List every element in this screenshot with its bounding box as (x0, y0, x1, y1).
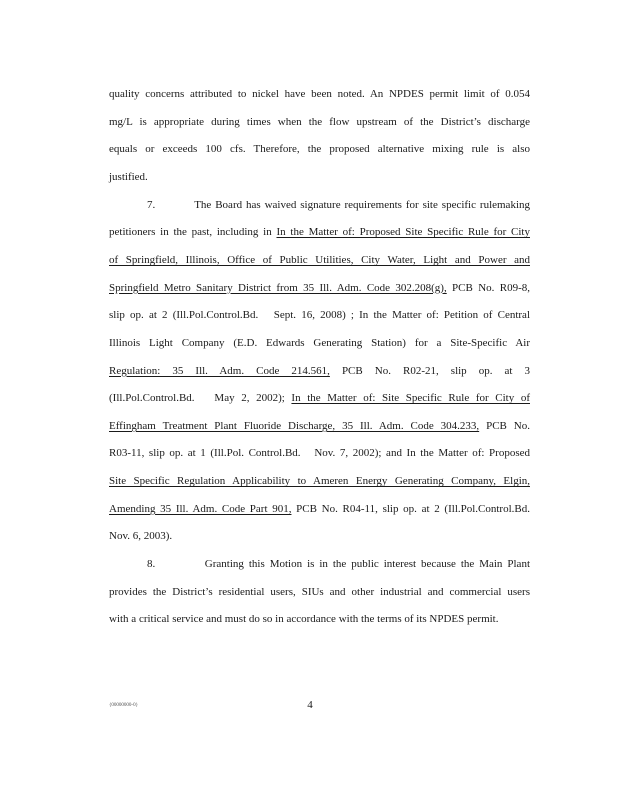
case-citation: Site Specific Regulation Applicability to Ameren Energy Generating Company, Elgin, (109, 475, 530, 488)
text-segment: PCB No. R04-11, slip op. at 2 (Ill.Pol.Control.Bd. (291, 502, 530, 515)
text-line (109, 336, 530, 350)
text-segment: 7. The Board has waived signature requirements for site specific rulemaking (147, 198, 530, 211)
text-line (109, 170, 148, 184)
text-line (109, 308, 530, 322)
text-line (109, 115, 530, 129)
text-line (147, 557, 530, 571)
text-segment: provides the District’s residential users, SIUs and other industrial and commercial users (109, 585, 530, 598)
text-line (109, 529, 172, 543)
text-segment: PCB No. (479, 419, 530, 432)
document-code: {00000000-0} (109, 703, 138, 708)
text-segment: Illinois Light Company (E.D. Edwards Generating Station) for a Site-Specific Air (109, 336, 530, 349)
text-segment: petitioners in the past, including in (109, 226, 277, 239)
text-line (109, 87, 530, 101)
page-number: 4 (307, 699, 313, 711)
text-line (109, 142, 530, 156)
case-citation: Amending 35 Ill. Adm. Code Part 901, (109, 502, 292, 515)
text-line (109, 474, 530, 488)
text-segment: equals or exceeds 100 cfs. Therefore, the proposed alternative mixing rule is also (109, 143, 530, 156)
text-segment: 8. Granting this Motion is in the public interest because the Main Plant (147, 558, 530, 571)
case-citation: Regulation: 35 Ill. Adm. Code 214.561, (109, 364, 330, 377)
text-segment: PCB No. R09-8, (446, 281, 530, 294)
case-citation: of Springfield, Illinois, Office of Public Utilities, City Water, Light and Power and (109, 253, 530, 266)
text-line (109, 446, 530, 460)
case-citation: In the Matter of: Site Specific Rule for City of (291, 392, 530, 405)
text-line (109, 253, 530, 267)
text-line (109, 612, 499, 626)
text-segment: R03-11, slip op. at 1 (Ill.Pol. Control.Bd. Nov. 7, 2002); and In the Matter of: Proposed (109, 447, 530, 460)
text-segment: with a critical service and must do so in accordance with the terms of its NPDES permit. (109, 613, 499, 626)
text-segment: justified. (109, 170, 148, 183)
text-line (109, 502, 530, 516)
text-segment: quality concerns attributed to nickel have been noted. An NPDES permit limit of 0.054 (109, 88, 530, 100)
text-line (109, 391, 530, 405)
text-line (109, 585, 530, 599)
text-segment: slip op. at 2 (Ill.Pol.Control.Bd. Sept. 16, 2008) ; In the Matter of: Petition of Central (109, 309, 530, 322)
text-line (147, 198, 530, 212)
text-segment: PCB No. R02-21, slip op. at 3 (329, 364, 530, 377)
text-line (109, 225, 530, 239)
text-line (109, 364, 530, 378)
text-segment: mg/L is appropriate during times when the flow upstream of the District’s discharge (109, 115, 530, 128)
case-citation: Springfield Metro Sanitary District from 35 Ill. Adm. Code 302.208(g), (109, 281, 447, 294)
text-segment: (Ill.Pol.Control.Bd. May 2, 2002); (109, 392, 292, 405)
text-line (109, 419, 530, 433)
case-citation: Effingham Treatment Plant Fluoride Discharge, 35 Ill. Adm. Code 304.233, (109, 419, 480, 432)
text-line (109, 281, 530, 295)
text-segment: Nov. 6, 2003). (109, 530, 173, 543)
case-citation: In the Matter of: Proposed Site Specific Rule for City (276, 226, 530, 239)
